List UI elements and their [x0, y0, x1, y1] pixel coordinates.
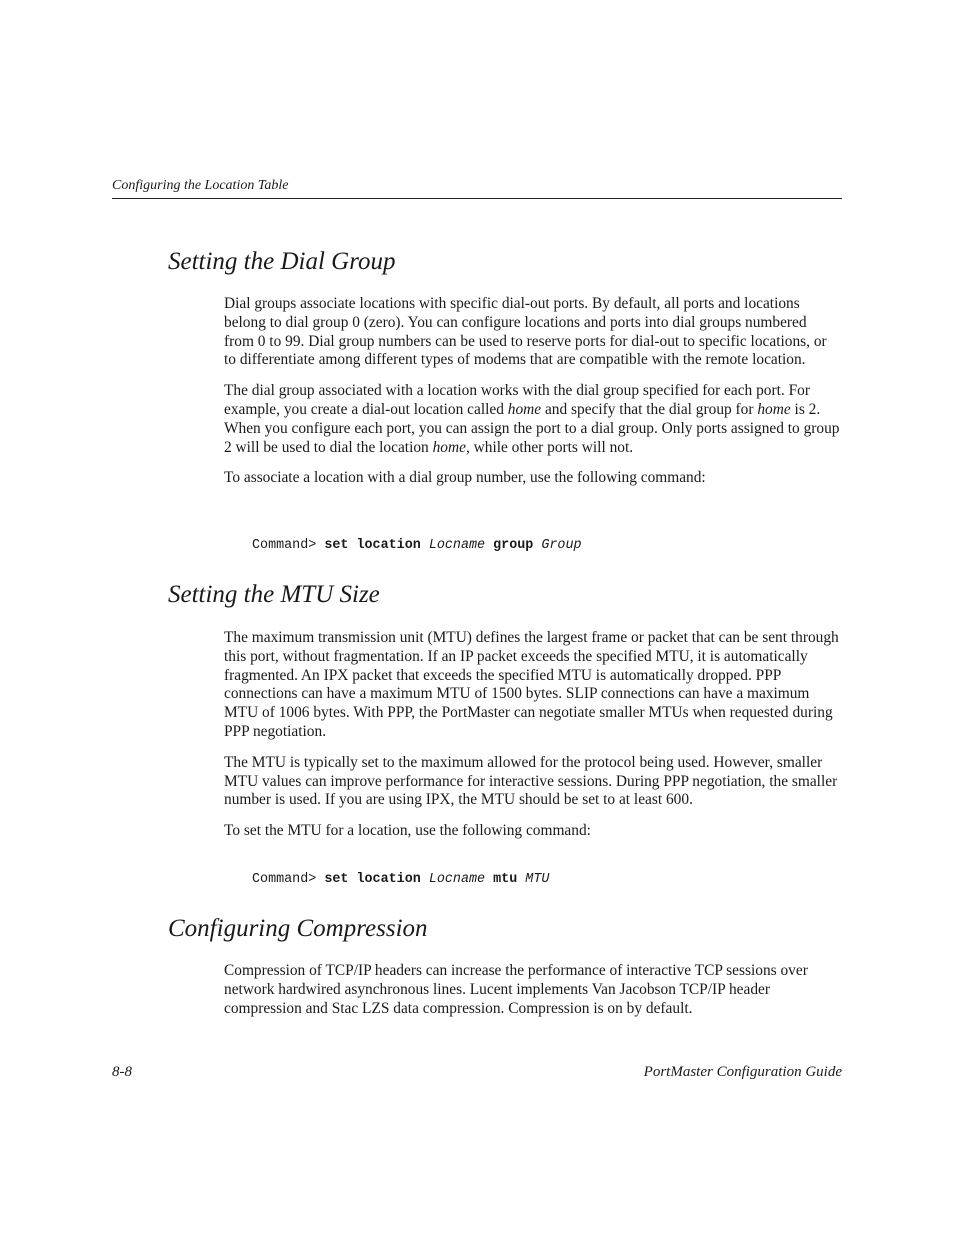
command-example-dial-group — [252, 538, 582, 553]
paragraph: To set the MTU for a location, use the following command: — [224, 822, 591, 840]
running-header: Configuring the Location Table — [112, 178, 289, 193]
command-argument: Locname — [428, 538, 486, 553]
section-body-mtu-size — [224, 629, 840, 853]
command-argument: Locname — [428, 872, 486, 887]
emphasis-home: home — [757, 400, 791, 418]
command-keyword: mtu — [493, 872, 518, 887]
section-title-mtu-size: Setting the MTU Size — [168, 581, 380, 608]
section-body-compression — [224, 962, 840, 1030]
section-title-compression: Configuring Compression — [168, 915, 428, 942]
book-title: PortMaster Configuration Guide — [643, 1064, 842, 1080]
paragraph: The maximum transmission unit (MTU) defines the largest frame or packet that can be sent through this port, without fragmentation. If an IP packet exceeds the specified MTU, it is automatically fragmented. An IPX packet that exceeds the specified MTU is automatically dropped. PPP connections can have a maximum MTU of 1500 bytes. SLIP connections can have a maximum MTU of 1006 bytes. With PPP, the PortMaster can negotiate smaller MTUs when requested during PPP negotiation. — [224, 629, 839, 740]
paragraph: The MTU is typically set to the maximum allowed for the protocol being used. However, smaller MTU values can improve performance for interactive sessions. During PPP negotiation, the smaller number is used. If you are using IPX, the MTU should be set to at least 600. — [224, 753, 838, 809]
emphasis-home: home — [507, 400, 542, 418]
command-prompt: Command> — [252, 872, 317, 887]
command-prompt: Command> — [252, 538, 317, 553]
paragraph: To associate a location with a dial group number, use the following command: — [224, 469, 706, 487]
paragraph: The dial group associated with a location works with the dial group specified for each port. For example, you create a dial-out location called home and specify that the dial group for home is 2. When you configure each port, you can assign the port to a dial group. Only ports assigned to group 2 will be used to dial the location home, while other ports will not. — [224, 382, 840, 456]
section-title-dial-group: Setting the Dial Group — [168, 248, 396, 275]
paragraph: Compression of TCP/IP headers can increase the performance of interactive TCP sessions over network hardwired asynchronous lines. Lucent implements Van Jacobson TCP/IP header compression and Stac LZS data compression. Compression is on by default. — [224, 962, 808, 1017]
command-keyword: group — [493, 538, 534, 553]
command-keyword: set location — [324, 538, 421, 553]
command-argument: MTU — [525, 872, 550, 887]
command-argument: Group — [541, 538, 582, 553]
paragraph: Dial groups associate locations with specific dial-out ports. By default, all ports and locations belong to dial group 0 (zero). You can configure locations and ports into dial groups numbered from 0 to 99. Dial group numbers can be used to reserve ports for dial-out to specific locations, or to differentiate among different types of modems that are compatible with the remote location. — [224, 295, 827, 369]
emphasis-home: home — [432, 438, 466, 456]
section-body-dial-group — [224, 295, 840, 500]
command-keyword: set location — [324, 872, 421, 887]
page-number: 8-8 — [112, 1064, 132, 1080]
header-rule — [112, 198, 842, 199]
command-example-mtu — [252, 872, 549, 887]
